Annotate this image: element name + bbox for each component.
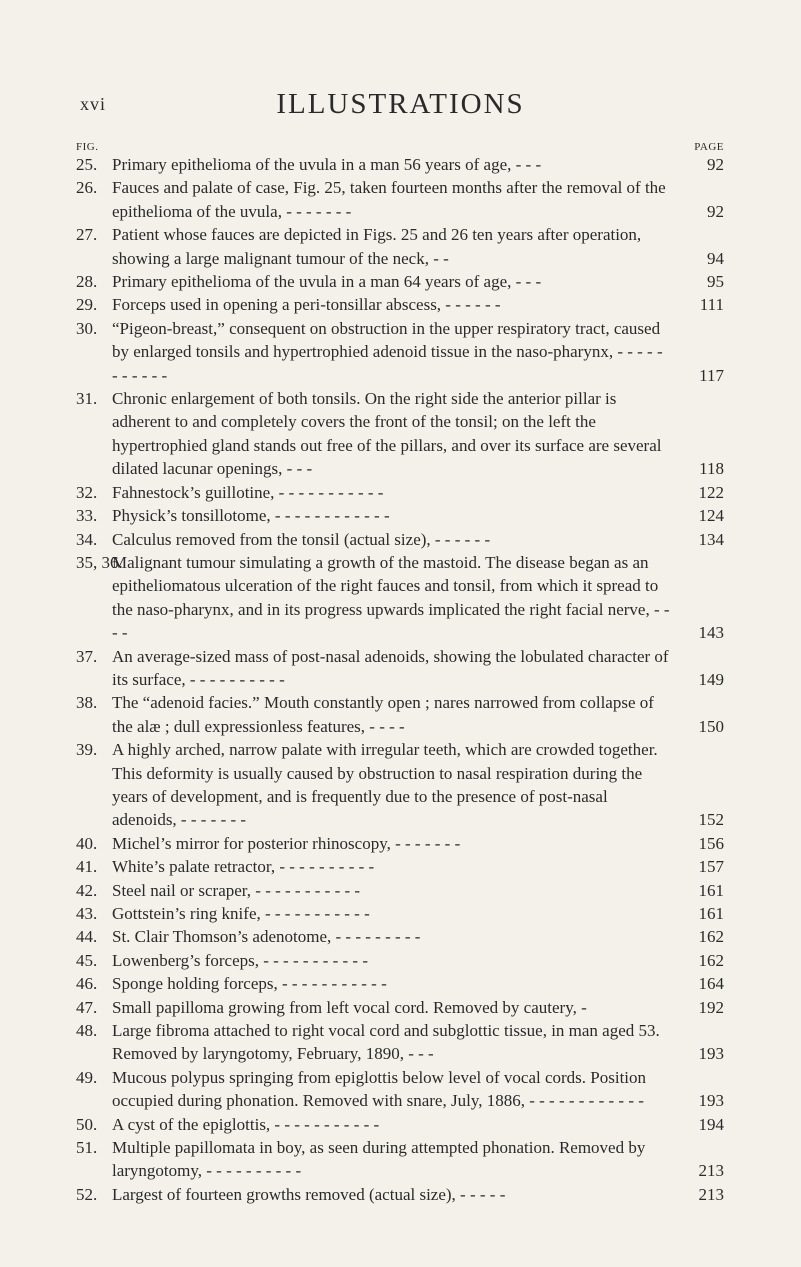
page-reference: 157 <box>698 857 724 877</box>
figure-caption: Gottstein’s ring knife, - - - - - - - - - - - <box>112 904 370 923</box>
list-item <box>76 293 724 316</box>
page-reference: 92 <box>707 155 724 174</box>
list-item <box>76 223 724 270</box>
figure-number: 47. <box>76 997 98 1017</box>
figure-caption: A highly arched, narrow palate with irregular teeth, which are crowded together. This deformity is usually caused by obstruction to nasal respiration during the years of development, and is frequently due to the presence of post-nasal adenoids, - - - - - - - <box>112 740 658 830</box>
page-reference: 95 <box>707 272 724 292</box>
page-reference: 122 <box>698 482 724 502</box>
page-reference: 162 <box>698 927 724 947</box>
figure-number: 32. <box>76 482 98 502</box>
page-reference: 161 <box>698 880 724 900</box>
list-item <box>76 691 724 738</box>
list-item <box>76 1066 724 1113</box>
fig-column-label: FIG. <box>76 141 99 153</box>
figure-number: 39. <box>76 740 98 760</box>
page-reference: 213 <box>698 1161 724 1181</box>
figure-caption: Michel’s mirror for posterior rhinoscopy, - - - - - - - <box>112 833 461 853</box>
page-reference: 124 <box>698 506 724 526</box>
figure-caption: St. Clair Thomson’s adenotome, - - - - - - - - - <box>112 927 421 947</box>
page-reference: 94 <box>707 248 724 268</box>
figure-caption: Fauces and palate of case, Fig. 25, taken fourteen months after the removal of the epithelioma of the uvula, - - - - - - - <box>112 178 666 221</box>
figure-number: 43. <box>76 904 98 923</box>
page-reference: 149 <box>698 669 724 689</box>
page-reference: 193 <box>698 1091 724 1111</box>
figure-caption: Sponge holding forceps, - - - - - - - - - - - <box>112 974 387 994</box>
figure-number: 29. <box>76 295 98 315</box>
list-item <box>76 832 724 855</box>
figure-number: 35, 36. <box>76 552 123 572</box>
figure-number: 30. <box>76 318 98 338</box>
page-header <box>0 88 801 128</box>
page-reference: 152 <box>698 810 724 830</box>
list-item <box>76 317 724 387</box>
list-item <box>76 996 724 1019</box>
page-reference: 92 <box>707 201 724 221</box>
figure-caption: Large fibroma attached to right vocal cord and subglottic tissue, in man aged 53. Removed by laryngotomy, February, 1890, - - - <box>112 1021 660 1064</box>
figure-number: 27. <box>76 225 98 245</box>
illustrations-list <box>76 153 724 1206</box>
page-reference: 161 <box>698 904 724 923</box>
figure-number: 34. <box>76 529 98 549</box>
page-reference: 134 <box>698 529 724 549</box>
list-item <box>76 270 724 293</box>
page-reference: 194 <box>698 1114 724 1134</box>
figure-caption: An average-sized mass of post-nasal adenoids, showing the lobulated character of its surface, - - - - - - - - - - <box>112 646 669 689</box>
figure-caption: Multiple papillomata in boy, as seen during attempted phonation. Removed by laryngotomy, - - - - - - - - - - <box>112 1138 646 1181</box>
figure-number: 37. <box>76 646 98 666</box>
list-item <box>76 153 724 176</box>
figure-caption: Lowenberg’s forceps, - - - - - - - - - - - <box>112 950 368 970</box>
figure-number: 25. <box>76 155 98 174</box>
page-reference: 117 <box>699 365 724 385</box>
figure-number: 44. <box>76 927 98 947</box>
list-item <box>76 1113 724 1136</box>
page-reference: 111 <box>699 295 724 315</box>
figure-number: 38. <box>76 693 98 713</box>
figure-number: 40. <box>76 833 98 853</box>
figure-number: 52. <box>76 1184 98 1204</box>
page-reference: 192 <box>698 997 724 1017</box>
page-reference: 143 <box>698 623 724 643</box>
figure-number: 48. <box>76 1021 98 1041</box>
figure-number: 45. <box>76 950 98 970</box>
list-item <box>76 879 724 902</box>
figure-caption: “Pigeon-breast,” consequent on obstruction in the upper respiratory tract, caused by enlarged tonsils and hypertrophied adenoid tissue in the naso-pharynx, - - - - - - - - - - - <box>112 318 663 385</box>
page-reference: 213 <box>698 1184 724 1204</box>
page-reference: 164 <box>698 974 724 994</box>
page-number: xvi <box>80 94 107 114</box>
list-item <box>76 972 724 995</box>
page-reference: 156 <box>698 833 724 853</box>
page-column-label: PAGE <box>694 141 724 153</box>
list-item <box>76 551 724 645</box>
list-item <box>76 645 724 692</box>
figure-number: 28. <box>76 272 98 292</box>
figure-caption: Forceps used in opening a peri-tonsillar abscess, - - - - - - <box>112 295 501 315</box>
figure-caption: A cyst of the epiglottis, - - - - - - - - - - - <box>112 1114 380 1134</box>
list-item <box>76 1019 724 1066</box>
figure-number: 49. <box>76 1067 98 1087</box>
figure-caption: Physick’s tonsillotome, - - - - - - - - - - - - <box>112 506 390 526</box>
list-item <box>76 1183 724 1206</box>
figure-number: 33. <box>76 506 98 526</box>
figure-caption: The “adenoid facies.” Mouth constantly open ; nares narrowed from collapse of the alæ ; dull expressionless features, - - - - <box>112 693 654 736</box>
figure-caption: Malignant tumour simulating a growth of the mastoid. The disease began as an epitheliomatous ulceration of the right fauces and tonsil, from which it spread to the naso-pharynx, and in its progress upwards implicated the right facial nerve, - - - - <box>112 552 670 643</box>
list-item <box>76 528 724 551</box>
figure-caption: Mucous polypus springing from epiglottis below level of vocal cords. Position occupied during phonation. Removed with snare, July, 1886, - - - - - - - - - - - - <box>112 1067 647 1111</box>
figure-caption: Steel nail or scraper, - - - - - - - - - - - <box>112 880 361 900</box>
list-item <box>76 902 724 925</box>
figure-number: 50. <box>76 1114 98 1134</box>
figure-caption: Primary epithelioma of the uvula in a man 56 years of age, - - - <box>112 155 542 174</box>
list-item <box>76 855 724 878</box>
figure-caption: Primary epithelioma of the uvula in a man 64 years of age, - - - <box>112 272 542 292</box>
page-reference: 118 <box>699 459 724 479</box>
list-item <box>76 925 724 948</box>
list-item <box>76 481 724 504</box>
figure-caption: Patient whose fauces are depicted in Figs. 25 and 26 ten years after operation, showing a large malignant tumour of the neck, - - <box>112 225 642 268</box>
list-item <box>76 387 724 481</box>
figure-caption: Largest of fourteen growths removed (actual size), - - - - - <box>112 1184 506 1204</box>
figure-number: 51. <box>76 1138 98 1158</box>
figure-caption: Chronic enlargement of both tonsils. On the right side the anterior pillar is adherent to and completely covers the front of the tonsil; on the left the hypertrophied gland stands out free of the pillars, and over its surface are several dilated lacunar openings, - - - <box>112 389 662 479</box>
figure-caption: Fahnestock’s guillotine, - - - - - - - - - - - <box>112 482 384 502</box>
page-reference: 150 <box>698 716 724 736</box>
page-reference: 162 <box>698 950 724 970</box>
figure-number: 26. <box>76 178 98 198</box>
list-item <box>76 176 724 223</box>
list-item <box>76 949 724 972</box>
figure-number: 46. <box>76 974 98 994</box>
figure-number: 42. <box>76 880 98 900</box>
figure-number: 31. <box>76 389 98 409</box>
list-item <box>76 504 724 527</box>
page-reference: 193 <box>698 1044 724 1064</box>
figure-caption: Calculus removed from the tonsil (actual size), - - - - - - <box>112 529 491 549</box>
running-title: ILLUSTRATIONS <box>276 88 525 120</box>
figure-caption: Small papilloma growing from left vocal cord. Removed by cautery, - <box>112 997 587 1017</box>
figure-number: 41. <box>76 857 98 877</box>
list-item <box>76 1136 724 1183</box>
figure-caption: White’s palate retractor, - - - - - - - - - - <box>112 857 375 877</box>
list-item <box>76 738 724 832</box>
